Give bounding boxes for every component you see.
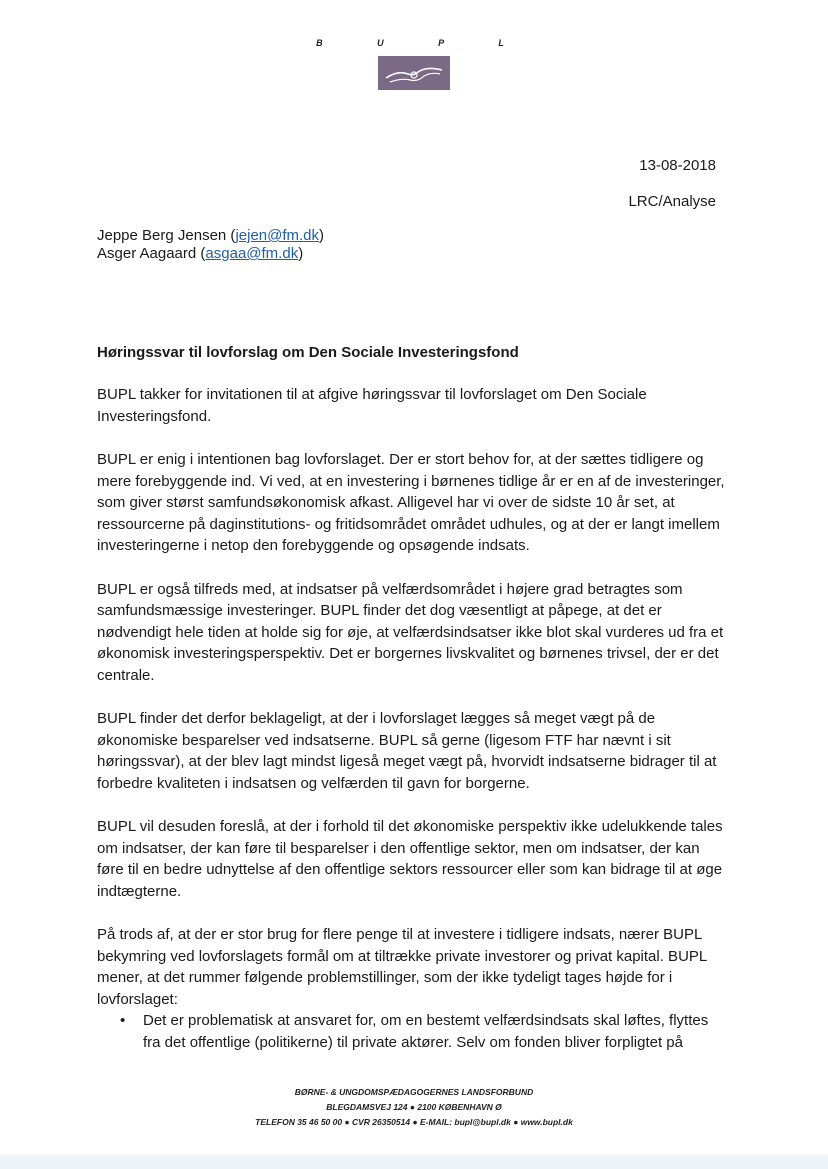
bullet-icon: • [120,1012,126,1029]
recipient-name: Asger Aagaard [97,245,197,262]
paragraph: BUPL vil desuden foreslå, at der i forhold til det økonomiske perspektiv ikke udelukkende tales om indsatser, der kan føre til besparelser i den offentlige sektor, men om indsatser, der kan føre til en bedre udnyttelse af den offentlige sektors ressourcer eller som kan bidrage til at øge indtægterne. [97,818,723,900]
recipient-name: Jeppe Berg Jensen [97,227,227,244]
recipient-email-link[interactable]: jejen@fm.dk [235,227,320,244]
paragraph: BUPL finder det derfor beklageligt, at der i lovforslaget lægges så meget vægt på de økonomiske besparelser ved indsatserne. BUPL så gerne (ligesom FTF har nævnt i sit høringssvar), at der blev lagt mindst ligeså meget vægt på, hvorvidt indsatserne bidrager til at forbedre kvaliteten i indsatsen og velfærden til gavn for borgerne. [97,710,717,792]
footer-address: BLEGDAMSVEJ 124 ● 2100 KØBENHAVN Ø [326,1102,502,1112]
scan-edge [0,1155,828,1169]
letterhead-footer [0,1085,828,1130]
paragraph: BUPL takker for invitationen til at afgive høringssvar til lovforslaget om Den Sociale Investeringsfond. [97,386,647,425]
footer-contact: TELEFON 35 46 50 00 ● CVR 26350514 ● E-MAIL: bupl@bupl.dk ● www.bupl.dk [255,1117,573,1127]
letter-date: 13-08-2018 [639,157,716,174]
list-item-text: Det er problematisk at ansvaret for, om en bestemt velfærdsindsats skal løftes, flyttes fra det offentlige (politikerne) til private aktører. Selv om fonden bliver forpligtet på [143,1012,709,1051]
recipients [97,227,324,263]
letter-body [97,344,727,1053]
letter-title: Høringssvar til lovforslag om Den Sociale Investeringsfond [97,344,519,361]
logo-letters: B U P L [316,38,530,48]
list-item [120,1010,727,1053]
bullet-list [97,1010,727,1053]
bupl-logo [0,38,828,90]
footer-org-name: BØRNE- & UNGDOMSPÆDAGOGERNES LANDSFORBUND [294,1087,534,1097]
letter-reference: LRC/Analyse [628,193,716,210]
paragraph: BUPL er også tilfreds med, at indsatser på velfærdsområdet i højere grad betragtes som samfundsmæssige investeringer. BUPL finder det dog væsentligt at påpege, at det er nødvendigt hele tiden at holde sig for øje, at velfærdsindsatser ikke blot skal vurderes ud fra et økonomisk investeringsperspektiv. Det er borgernes livskvalitet og børnenes trivsel, der er det centrale. [97,580,724,684]
recipient: Asger Aagaard (asgaa@fm.dk) [97,245,304,262]
recipient: Jeppe Berg Jensen (jejen@fm.dk) [97,227,325,244]
handshake-logo-icon [378,56,450,90]
paragraph: På trods af, at der er stor brug for flere penge til at investere i tidligere indsats, nærer BUPL bekymring ved lovforslagets formål om at tiltrække private investorer og privat kapital. BUPL mener, at det rummer følgende problemstillinger, som der ikke tydeligt tages højde for i lovforslaget: [97,926,707,1008]
recipient-email-link[interactable]: asgaa@fm.dk [205,245,299,262]
paragraph: BUPL er enig i intentionen bag lovforslaget. Der er stort behov for, at der sættes tidligere og mere forebyggende ind. Vi ved, at en investering i børnenes tidlige år er en af de investeringer, som giver størst samfundsøkonomisk afkast. Alligevel har vi over de sidste 10 år set, at ressourcerne på daginstitutions- og fritidsområdet området udhules, og at der er langt imellem investeringerne i netop den forebyggende og opsøgende indsats. [97,451,725,554]
